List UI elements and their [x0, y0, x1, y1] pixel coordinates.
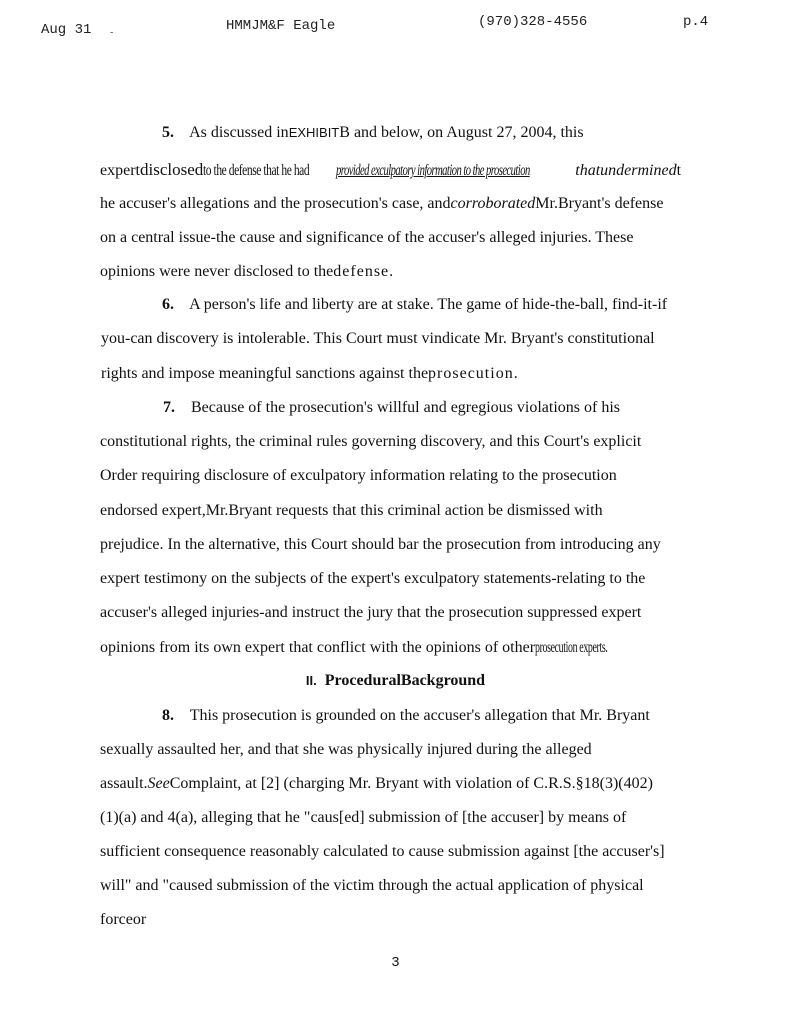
paragraph-7-line-7: accuser's alleged injuries-and instruct the jury that the prosecution suppressed expert	[100, 604, 642, 621]
fax-date: Aug 31	[41, 22, 92, 38]
fax-page-number: p.4	[683, 14, 709, 30]
paragraph-8-line-6: will" and "caused submission of the victim through the actual application of physical	[100, 877, 644, 894]
paragraph-8-line-4: (1)(a) and 4(a), alleging that he "caus[ed] submission of [the accuser] by means of	[100, 809, 627, 826]
paragraph-number: 8.	[162, 707, 174, 724]
paragraph-5-line-2: expertdisclosedto the defense that he had provided exculpatory information to the prosecution thatunderminedt	[100, 160, 682, 179]
paragraph-8-line-3: assault.SeeComplaint, at [2] (charging Mr. Bryant with violation of C.R.S.§18(3)(402)	[100, 775, 653, 792]
exhibit-label: EXHIBIT	[288, 125, 340, 140]
paragraph-6-line-2: you-can discovery is intolerable. This Court must vindicate Mr. Bryant's constitutional	[101, 330, 655, 347]
paragraph-6-line-1: 6. A person's life and liberty are at stake. The game of hide-the-ball, find-it-if	[162, 296, 668, 313]
paragraph-5-line-3: he accuser's allegations and the prosecution's case, andcorroboratedMr.Bryant's defense	[100, 195, 664, 212]
paragraph-7-line-2: constitutional rights, the criminal rules governing discovery, and this Court's explicit	[100, 433, 642, 450]
paragraph-5-line-1: 5. As discussed inEXHIBITB and below, on August 27, 2004, this	[162, 124, 584, 141]
paragraph-5-line-4: on a central issue-the cause and significance of the accuser's alleged injuries. These	[100, 229, 634, 246]
scan-mark: -	[110, 27, 114, 38]
paragraph-number: 7.	[163, 399, 175, 416]
paragraph-8-line-5: sufficient consequence reasonably calculated to cause submission against [the accuser's]	[100, 843, 665, 860]
section-heading	[0, 672, 791, 690]
paragraph-8-line-2: sexually assaulted her, and that she was physically injured during the alleged	[100, 741, 592, 758]
paragraph-7-line-4: endorsed expert,Mr.Bryant requests that this criminal action be dismissed with	[100, 502, 603, 519]
paragraph-7-line-3: Order requiring disclosure of exculpatory information relating to the prosecution	[100, 467, 617, 484]
section-numeral: II.	[305, 673, 317, 688]
fax-sender: HMMJM&F Eagle	[226, 18, 336, 34]
paragraph-number: 5.	[162, 124, 174, 141]
section-title: ProceduralBackground	[324, 672, 486, 689]
paragraph-8-line-7: forceor	[100, 911, 147, 928]
paragraph-7-line-8: opinions from its own expert that conflict with the opinions of otherprosecution experts.	[100, 639, 608, 656]
paragraph-7-line-1: 7. Because of the prosecution's willful and egregious violations of his	[163, 399, 621, 416]
paragraph-8-line-1: 8. This prosecution is grounded on the accuser's allegation that Mr. Bryant	[162, 707, 650, 724]
paragraph-number: 6.	[162, 296, 174, 313]
underlined-phrase: provided exculpatory information to the prosecution	[336, 162, 530, 179]
paragraph-6-line-3: rights and impose meaningful sanctions against theprosecution.	[101, 365, 519, 382]
paragraph-7-line-6: expert testimony on the subjects of the expert's exculpatory statements-relating to the	[100, 570, 646, 587]
fax-phone: (970)328-4556	[478, 14, 588, 30]
page-number: 3	[391, 955, 400, 971]
paragraph-7-line-5: prejudice. In the alternative, this Court should bar the prosecution from introducing any	[100, 536, 661, 553]
paragraph-5-line-5: opinions were never disclosed to thedefense.	[100, 263, 395, 280]
